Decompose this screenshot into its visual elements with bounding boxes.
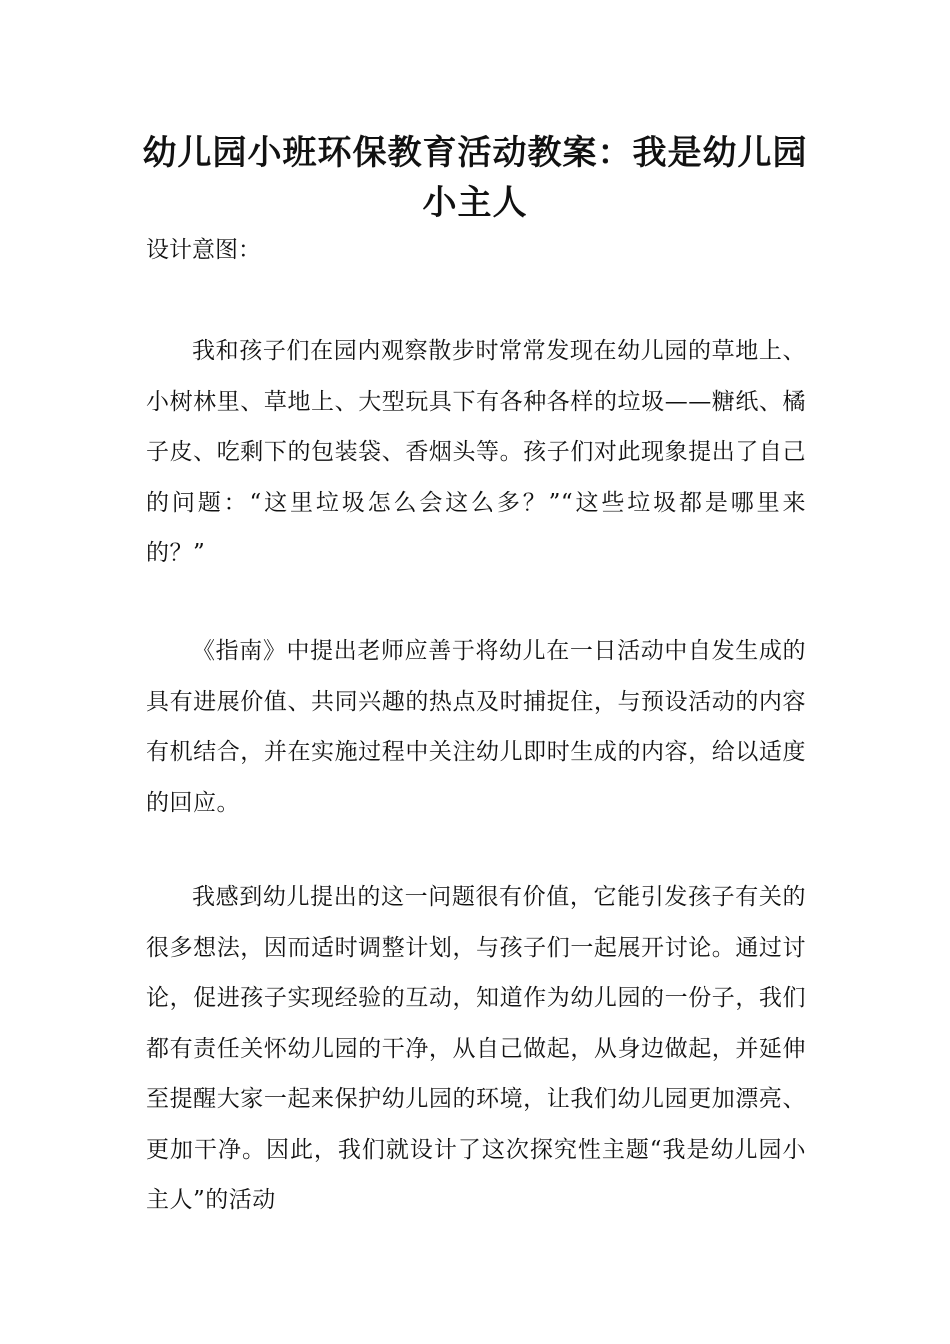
paragraph-3: 我感到幼儿提出的这一问题很有价值，它能引发孩子有关的很多想法，因而适时调整计划，与孩子们一起展开讨论。通过讨论，促进孩子实现经验的互动，知道作为幼儿园的一份子，我们都有责任关怀幼儿园的干净，从自己做起，从身边做起，并延伸至提醒大家一起来保护幼儿园的环境，让我们幼儿园更加漂亮、更加干净。因此，我们就设计了这次探究性主题“我是幼儿园小主人”的活动 xyxy=(146,884,806,1213)
section-label-design-intent: 设计意图： xyxy=(146,237,261,263)
paragraph-1: 我和孩子们在园内观察散步时常常发现在幼儿园的草地上、小树林里、草地上、大型玩具下有各种各样的垃圾——糖纸、橘子皮、吃剩下的包装袋、香烟头等。孩子们对此现象提出了自己的问题：“这里垃圾怎么会这么多？”“这些垃圾都是哪里来的？” xyxy=(146,338,806,566)
paragraph-2: 《指南》中提出老师应善于将幼儿在一日活动中自发生成的具有进展价值、共同兴趣的热点及时捕捉住，与预设活动的内容有机结合，并在实施过程中关注幼儿即时生成的内容，给以适度的回应。 xyxy=(146,638,806,816)
document-title: 幼儿园小班环保教育活动教案：我是幼儿园小主人 xyxy=(142,133,808,223)
